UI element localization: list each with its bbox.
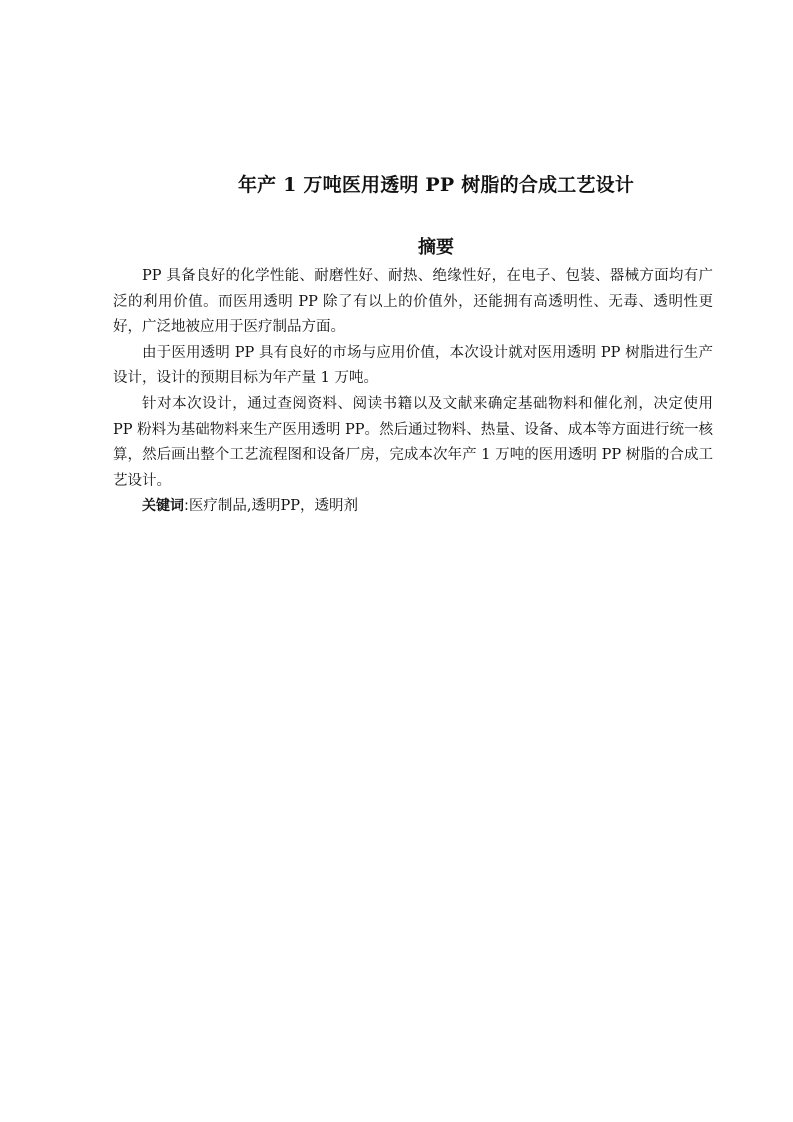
abstract-heading: 摘要 bbox=[418, 237, 454, 258]
keywords-separator: : bbox=[184, 498, 189, 515]
keywords-line bbox=[113, 494, 713, 520]
abstract-paragraph-1: PP 具备良好的化学性能、耐磨性好、耐热、绝缘性好，在电子、包装、器械方面均有广泛的利用价值。而医用透明 PP 除了有以上的价值外，还能拥有高透明性、无毒、透明性更好，广泛地被应用于医疗制品方面。 bbox=[113, 268, 713, 336]
keywords-value: 医疗制品,透明PP，透明剂 bbox=[188, 498, 359, 515]
keywords-label: 关键词 bbox=[142, 498, 184, 515]
abstract-body bbox=[113, 264, 713, 520]
document-title: 年产 1 万吨医用透明 PP 树脂的合成工艺设计 bbox=[237, 174, 635, 196]
abstract-paragraph-3: 针对本次设计，通过查阅资料、阅读书籍以及文献来确定基础物料和催化剂，决定使用 PP 粉料为基础物料来生产医用透明 PP。然后通过物料、热量、设备、成本等方面进行统一核算，然后画出整个工艺流程图和设备厂房，完成本次年产 1 万吨的医用透明 PP 树脂的合成工艺设计。 bbox=[113, 395, 713, 489]
abstract-paragraph-2: 由于医用透明 PP 具有良好的市场与应用价值，本次设计就对医用透明 PP 树脂进行生产设计，设计的预期目标为年产量 1 万吨。 bbox=[113, 344, 713, 387]
